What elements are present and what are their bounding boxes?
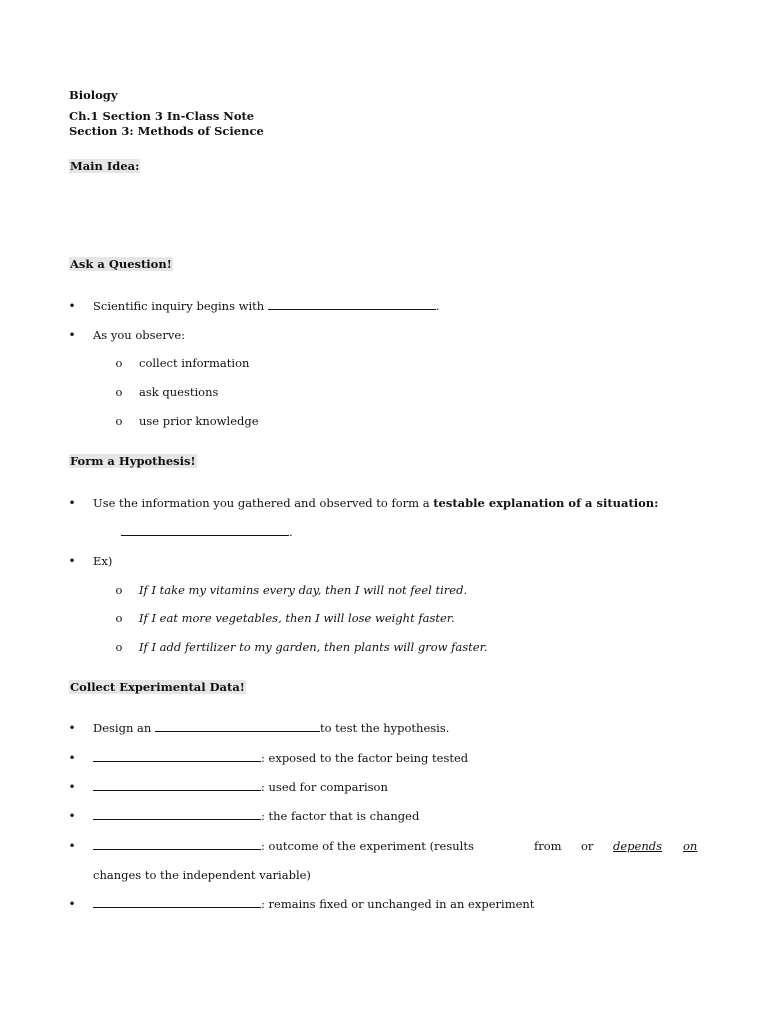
answer-blank[interactable] — [93, 838, 261, 850]
sub-bullet-icon: o — [115, 414, 123, 428]
answer-blank[interactable] — [93, 779, 261, 791]
note-title: Ch.1 Section 3 In-Class Note — [69, 109, 255, 123]
sub-item: use prior knowledge — [139, 414, 259, 428]
design-line: Design an to test the hypothesis. — [93, 721, 450, 735]
dependent-or: or — [581, 839, 594, 853]
constant-line: : remains fixed or unchanged in an experiment — [93, 896, 534, 912]
subject-title: Biology — [69, 88, 118, 102]
bullet-icon: • — [68, 780, 76, 794]
bullet-icon: • — [68, 721, 76, 735]
answer-blank[interactable] — [121, 524, 289, 536]
hypothesis-heading: Form a Hypothesis! — [70, 454, 196, 468]
example-item: If I add fertilizer to my garden, then plants will grow faster. — [139, 640, 488, 654]
bullet-icon: • — [68, 554, 76, 568]
independent-variable-line: : the factor that is changed — [93, 808, 419, 824]
example-item: If I take my vitamins every day, then I will not feel tired. — [139, 583, 468, 597]
section-title: Section 3: Methods of Science — [69, 124, 264, 138]
example-label: Ex) — [93, 554, 113, 568]
observe-label: As you observe: — [93, 328, 186, 342]
sub-item: collect information — [139, 356, 250, 370]
example-item: If I eat more vegetables, then I will lose weight faster. — [139, 611, 455, 625]
dependent-on: on — [683, 839, 698, 853]
main-idea-heading: Main Idea: — [70, 159, 140, 173]
bullet-icon: • — [68, 496, 76, 510]
answer-blank[interactable] — [93, 750, 261, 762]
sub-bullet-icon: o — [115, 611, 123, 625]
sub-bullet-icon: o — [115, 640, 123, 654]
experiment-heading: Collect Experimental Data! — [70, 680, 245, 694]
answer-blank[interactable] — [155, 720, 320, 732]
sub-bullet-icon: o — [115, 583, 123, 597]
ask-question-heading: Ask a Question! — [70, 257, 172, 271]
answer-blank[interactable] — [93, 808, 261, 820]
bullet-icon: • — [68, 809, 76, 823]
hypothesis-blank-line: . — [121, 524, 293, 540]
dependent-continuation: changes to the independent variable) — [93, 868, 311, 882]
dependent-variable-line: : outcome of the experiment (results — [93, 838, 474, 854]
bullet-icon: • — [68, 328, 76, 342]
answer-blank[interactable] — [93, 896, 261, 908]
bullet-icon: • — [68, 751, 76, 765]
sub-bullet-icon: o — [115, 356, 123, 370]
answer-blank[interactable] — [268, 298, 436, 310]
hypothesis-instruction: Use the information you gathered and observed to form a testable explanation of a situation: — [93, 496, 659, 510]
experimental-group-line: : exposed to the factor being tested — [93, 750, 468, 766]
sub-item: ask questions — [139, 385, 219, 399]
dependent-depends: depends — [613, 839, 663, 853]
sub-bullet-icon: o — [115, 385, 123, 399]
bullet-icon: • — [68, 299, 76, 313]
bullet-icon: • — [68, 897, 76, 911]
inquiry-line: Scientific inquiry begins with . — [93, 299, 440, 313]
bullet-icon: • — [68, 839, 76, 853]
control-group-line: : used for comparison — [93, 779, 388, 795]
dependent-from: from — [534, 839, 562, 853]
